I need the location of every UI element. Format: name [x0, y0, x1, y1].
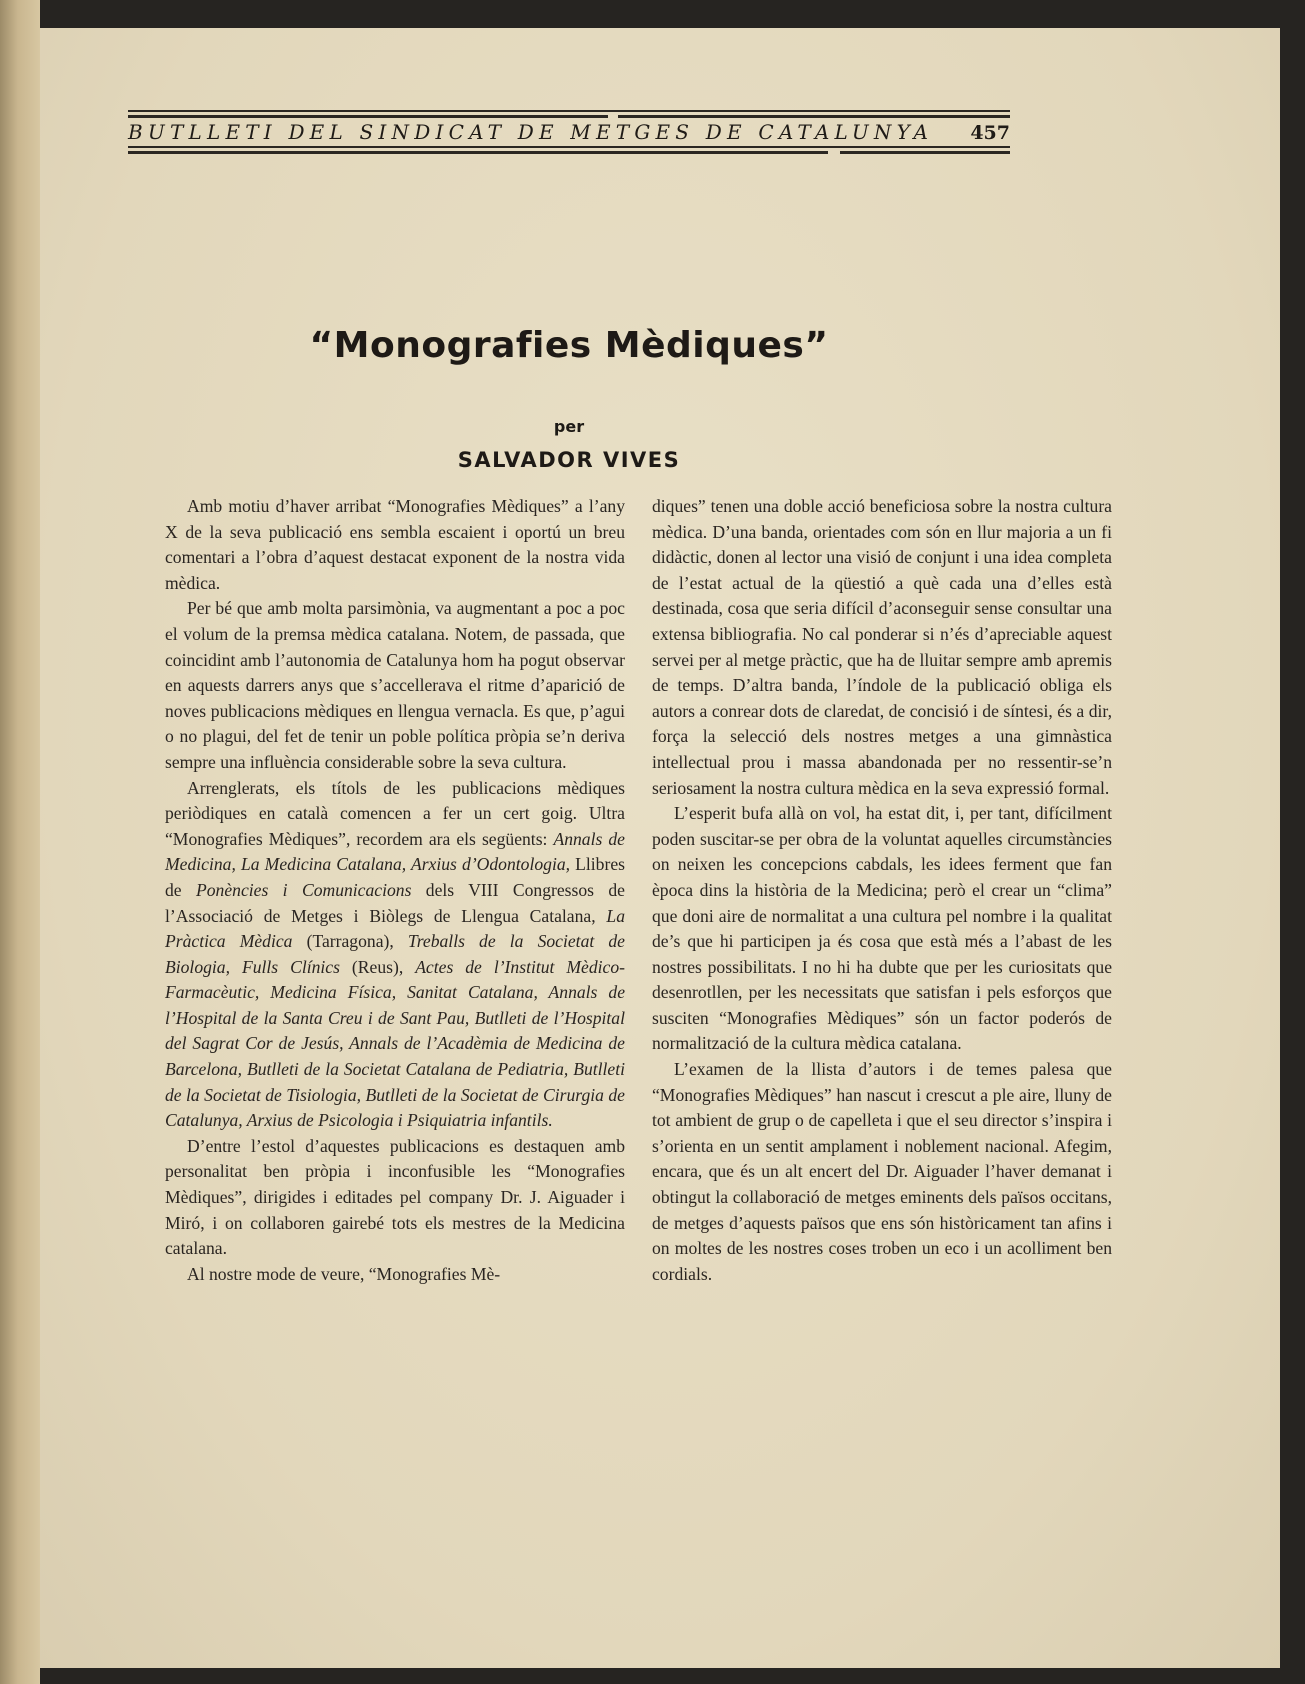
- text-column-left: [165, 494, 625, 1287]
- paragraph: L’examen de la llista d’autors i de temes palesa que “Monografies Mèdiques” han nascut i crescut a ple aire, lluny de tot ambient de grup o de capelleta i que el seu director s’inspira i s’orienta en un sentit amplament i noblement nacional. Afegim, encara, que és un alt encert del Dr. Aiguader l’haver demanat i obtingut la collaboració de metges eminents dels països occitans, de metges d’aquests països que ens són històricament tan afins i on moltes de les nostres coses troben un eco i un acolliment ben cordials.: [652, 1059, 1112, 1284]
- journal-title: BUTLLETI DEL SINDICAT DE METGES DE CATALUNYA: [128, 120, 934, 144]
- rule-line: [128, 151, 828, 154]
- text-run: (Tarragona),: [292, 931, 408, 952]
- text-column-right: [652, 494, 1112, 1287]
- paragraph: Al nostre mode de veure, “Monografies Mè-: [187, 1263, 501, 1284]
- publication-titles: Annals de Medicina, La Medicina Catalana, Arxius d’Odontologia,: [165, 828, 625, 875]
- rule-line: [840, 151, 1010, 154]
- header-rule-top: [128, 110, 1010, 119]
- paragraph: Per bé que amb molta parsimònia, va augmentant a poc a poc el volum de la premsa mèdica catalana. Notem, de passada, que coincidint amb l’autonomia de Catalunya hom ha pogut observar en aquests darrers anys que s’accellerava el ritme d’aparició de noves publicacions mèdiques en llengua vernacla. Es que, p’agui o no plagui, del fet de tenir un poble política pròpia se’n deriva sempre una influència considerable sobre la seva cultura.: [165, 598, 625, 772]
- text-run: Llibres de: [165, 854, 625, 900]
- rule-line: [128, 115, 608, 118]
- publication-titles: Actes de l’Institut Mèdico-Farmacèutic, Medicina Física, Sanitat Catalana, Annals de l’Hospital de la Santa Creu i de Sant Pau, Butlleti de l’Hospital del Sagrat Cor de Jesús, Annals de l’Acadèmia de Medicina de Barcelona, Butlleti de la Societat Catalana de Pediatria, Butlleti de la Societat de Tisiologia, Butlleti de la Societat de Cirurgia de Catalunya, Arxius de Psicologia i Psiquiatria infantils.: [165, 956, 625, 1131]
- paragraph: [165, 776, 625, 1134]
- page-number: 457: [970, 122, 1010, 144]
- book-spine-edge: [0, 0, 40, 1684]
- publication-titles: La Pràctica Mèdica: [165, 905, 625, 952]
- text-run: (Reus),: [339, 956, 416, 977]
- paragraph: Amb motiu d’haver arribat “Monografies Mèdiques” a l’any X de la seva publicació ens sembla escaient i oportú un breu comentari a l’obra d’aquest destacat exponent de la nostra vida mèdica.: [165, 496, 625, 593]
- article-title: “Monografies Mèdiques”: [309, 325, 829, 366]
- header-rule-bottom: [128, 146, 1010, 155]
- paragraph: D’entre l’estol d’aquestes publicacions es destaquen amb personalitat ben pròpia i inconfusible les “Monografies Mèdiques”, dirigides i editades pel company Dr. J. Aiguader i Miró, i on collaboren gairebé tots els mestres de la Medicina catalana.: [165, 1135, 625, 1259]
- text-run: Arrenglerats, els títols de les publicacions mèdiques periòdiques en català comencen a fer un cert goig. Ultra “Monografies Mèdiques”, recordem ara els següents:: [165, 777, 625, 849]
- rule-line: [128, 110, 1010, 112]
- publication-titles: Treballs de la Societat de Biologia, Fulls Clínics: [165, 931, 625, 977]
- text-run: dels VIII Congressos de l’Associació de Metges i Biòlegs de Llengua Catalana,: [165, 879, 625, 926]
- paragraph: L’esperit bufa allà on vol, ha estat dit, i, per tant, difícilment poden suscitar-se per obra de la voluntat aquelles circumstàncies on neixen les concepcions cabdals, les idees ferment que fan època dins la història de la Medicina; però el crear un “clima” que doni aire de normalitat a una cultura pel nombre i la qualitat de’s que hi participen ja és cosa que està més a l’abast de les nostres possibilitats. I no hi ha dubte que per les curiositats que desenrotllen, per les necessitats que satisfan i pels esforços que susciten “Monografies Mèdiques” són un factor poderós de normalització de la cultura mèdica catalana.: [652, 803, 1112, 1054]
- byline-prefix: per: [553, 417, 585, 436]
- running-header: [128, 110, 1010, 155]
- rule-line: [128, 146, 1010, 148]
- publication-titles: Ponències i Comunicacions: [196, 879, 412, 900]
- article-author: SALVADOR VIVES: [457, 448, 681, 472]
- rule-line: [618, 115, 1010, 118]
- paragraph: diques” tenen una doble acció beneficiosa sobre la nostra cultura mèdica. D’una banda, orientades com són en llur majoria a un fi didàctic, donen al lector una visió de conjunt i una idea completa de l’estat actual de la qüestió a què cada una d’elles està destinada, cosa que seria difícil d’aconseguir sense consultar una extensa bibliografia. No cal ponderar si n’és d’apreciable aquest servei per al metge pràctic, que ha de lluitar sempre amb apremis de temps. D’altra banda, l’índole de la publicació obliga els autors a conrear dots de claredat, de concisió i de síntesi, és a dir, força la selecció dels nostres metges a una gimnàstica intellectual prou i massa abandonada per no ressentir-se’n seriosament la nostra cultura mèdica en la seva expressió formal.: [652, 496, 1112, 798]
